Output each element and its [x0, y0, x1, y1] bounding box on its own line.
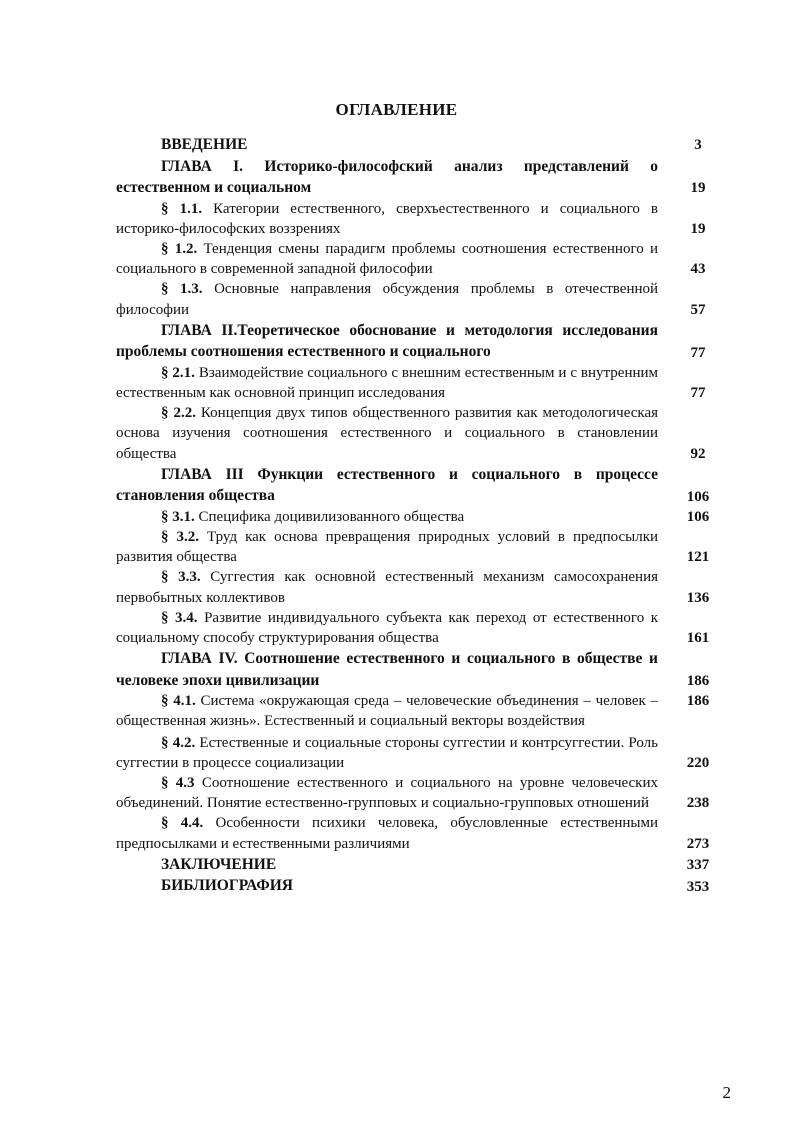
toc-entry-label: Специфика доцивилизованного общества: [198, 508, 465, 525]
toc-page-number: 92: [690, 445, 706, 462]
toc-section-number: § 3.2.: [161, 528, 199, 545]
toc-entry-section-4-1: [116, 691, 720, 731]
toc-entry-label: Особенности психики человека, обусловленные естественными предпосылками и естественными различиями: [116, 815, 659, 852]
toc-section-number: § 2.2.: [161, 405, 196, 422]
toc-entry-chapter-1: [116, 156, 720, 199]
toc-entry-conclusion: [116, 854, 720, 876]
toc-entry-chapter-3: [116, 464, 720, 507]
toc-section-number: § 3.4.: [161, 609, 198, 626]
toc-entry-section-4-4: [116, 813, 720, 853]
toc-entry-label: БИБЛИОГРАФИЯ: [161, 877, 293, 895]
toc-section-number: § 3.1.: [161, 508, 195, 525]
toc-entry-label: ГЛАВА II.Теоретическое обоснование и методология исследования проблемы соотношения естественного и социального: [116, 321, 658, 361]
toc-section-number: § 4.2.: [161, 734, 196, 751]
toc-page-number: 19: [690, 220, 706, 237]
toc-page-number: 186: [686, 693, 710, 710]
page-number: 2: [722, 1083, 731, 1102]
toc-page-number: 121: [686, 549, 710, 566]
table-of-contents: [116, 134, 720, 897]
toc-entry-label: Развитие индивидуального субъекта как переход от естественного к социальному способу структурирования общества: [116, 609, 659, 646]
toc-page-number: 337: [686, 857, 710, 874]
toc-entry-section-4-3: [116, 773, 720, 813]
toc-entry-chapter-4: [116, 648, 720, 691]
toc-page-number: 57: [690, 301, 706, 318]
toc-entry-label: Концепция двух типов общественного развития как методологическая основа изучения соотношения естественного и социального в становлении общества: [116, 405, 659, 462]
toc-entry-label: Естественные и социальные стороны суггестии и контрсуггестии. Роль суггестии в процессе социализации: [116, 734, 659, 771]
toc-entry-label: Основные направления обсуждения проблемы в отечественной философии: [116, 281, 659, 318]
toc-entry-section-2-2: [116, 403, 720, 464]
toc-entry-label: Суггестия как основной естественный механизм самосохранения первобытных коллективов: [116, 569, 659, 606]
toc-entry-section-1-2: [116, 239, 720, 279]
toc-entry-label: Категории естественного, сверхъестественного и социального в историко-философских воззрениях: [116, 200, 658, 237]
toc-page-number: 77: [690, 344, 706, 361]
toc-entry-label: Труд как основа превращения природных условий в предпосылки развития общества: [116, 528, 659, 566]
toc-entry-label: ВВЕДЕНИЕ: [161, 136, 248, 153]
toc-entry-label: ГЛАВА IV. Соотношение естественного и социального в обществе и человеке эпохи цивилизации: [116, 650, 658, 689]
toc-section-number: § 4.4.: [161, 815, 204, 832]
toc-entry-section-4-2: [116, 733, 720, 773]
toc-entry-label: Тенденция смены парадигм проблемы соотношения естественного и социального в современной западной философии: [116, 240, 658, 278]
toc-entry-section-3-4: [116, 608, 720, 648]
toc-entry-label: Взаимодействие социального с внешним естественным и с внутренним естественным как основной принцип исследования: [116, 364, 659, 401]
toc-page-number: 238: [686, 795, 710, 812]
toc-page-number: 77: [690, 384, 706, 401]
toc-title: ОГЛАВЛЕНИЕ: [335, 100, 458, 119]
toc-entry-bibliography: [116, 875, 720, 897]
toc-section-number: § 2.1.: [161, 364, 195, 381]
toc-entry-introduction: [116, 134, 720, 156]
toc-page-number: 353: [686, 878, 710, 895]
toc-entry-section-3-3: [116, 567, 720, 607]
toc-section-number: § 3.3.: [161, 569, 201, 586]
toc-entry-label: Соотношение естественного и социального на уровне человеческих объединений. Понятие естественно-групповых и социально-групповых отношений: [116, 774, 659, 812]
toc-section-number: § 1.2.: [161, 240, 198, 257]
toc-entry-section-3-2: [116, 527, 720, 567]
toc-page-number: 161: [686, 629, 710, 646]
toc-section-number: § 1.3.: [161, 281, 203, 298]
toc-page-number: 3: [694, 137, 702, 154]
toc-entry-section-1-1: [116, 199, 720, 239]
toc-section-number: § 1.1.: [161, 200, 203, 217]
toc-page-number: 136: [686, 589, 710, 606]
toc-page-number: 43: [690, 261, 706, 278]
toc-page-number: 220: [686, 754, 710, 771]
toc-entry-chapter-2: [116, 320, 720, 363]
toc-page-number: 19: [690, 180, 706, 197]
toc-page-number: 186: [686, 672, 710, 689]
toc-entry-label: ЗАКЛЮЧЕНИЕ: [161, 855, 277, 873]
toc-page-number: 106: [686, 488, 710, 505]
toc-entry-section-1-3: [116, 279, 720, 319]
toc-entry-section-3-1: [116, 507, 720, 527]
toc-entry-section-2-1: [116, 363, 720, 403]
toc-entry-label: ГЛАВА III Функции естественного и социального в процессе становления общества: [116, 465, 658, 505]
toc-section-number: § 4.1.: [161, 693, 196, 710]
toc-entry-label: ГЛАВА I. Историко-философский анализ представлений о естественном и социальном: [116, 157, 658, 196]
toc-page-number: 273: [686, 835, 710, 852]
toc-entry-label: Система «окружающая среда – человеческие объединения – человек – общественная жизнь». Естественный и социальный векторы воздействия: [116, 693, 658, 730]
toc-page-number: 106: [686, 508, 710, 525]
toc-section-number: § 4.3: [161, 774, 195, 791]
